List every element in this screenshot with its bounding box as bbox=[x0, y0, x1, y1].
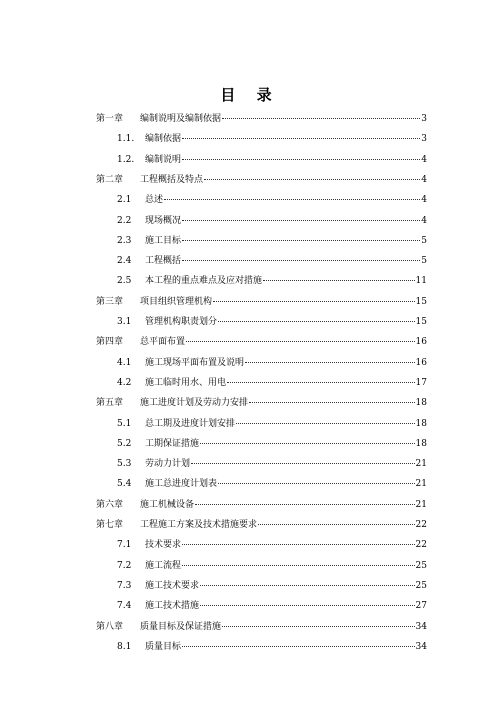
entry-number: 第七章 bbox=[96, 520, 124, 530]
entry-label: 施工临时用水、用电 bbox=[145, 377, 227, 388]
entry-number: 第八章 bbox=[96, 621, 124, 632]
entry-label: 施工技术要求 bbox=[145, 580, 200, 591]
toc-section-entry[interactable] bbox=[117, 596, 427, 616]
entry-page-number: 22 bbox=[415, 520, 427, 530]
dot-leader bbox=[213, 301, 415, 302]
dot-leader bbox=[263, 280, 415, 281]
entry-label: 质量目标及保证措施 bbox=[140, 621, 222, 632]
entry-page-number: 17 bbox=[415, 377, 427, 388]
dot-leader bbox=[186, 341, 415, 342]
dot-leader bbox=[200, 443, 415, 444]
entry-page-number: 18 bbox=[415, 418, 427, 429]
entry-page-number: 34 bbox=[415, 621, 427, 632]
toc-section-entry[interactable] bbox=[117, 312, 427, 332]
entry-number: 4.2 bbox=[117, 377, 132, 388]
entry-page-number: 3 bbox=[421, 134, 427, 145]
dot-leader bbox=[222, 626, 415, 627]
toc-section-entry[interactable] bbox=[117, 271, 427, 291]
entry-label: 本工程的重点难点及应对措施 bbox=[145, 276, 263, 287]
entry-number: 5.1 bbox=[117, 418, 132, 429]
entry-number: 3.1 bbox=[117, 317, 132, 327]
entry-label: 技术要求 bbox=[145, 540, 182, 551]
entry-label: 施工流程 bbox=[145, 560, 182, 571]
entry-number: 第四章 bbox=[96, 337, 124, 348]
entry-number: 第六章 bbox=[96, 499, 124, 510]
entry-label: 编制依据 bbox=[145, 134, 182, 145]
entry-number: 第三章 bbox=[96, 296, 124, 307]
entry-page-number: 22 bbox=[415, 540, 427, 551]
dot-leader bbox=[245, 362, 415, 363]
entry-page-number: 4 bbox=[421, 215, 427, 226]
entry-page-number: 3 bbox=[421, 114, 427, 124]
entry-number: 2.1 bbox=[117, 195, 132, 206]
entry-page-number: 27 bbox=[415, 601, 427, 612]
dot-leader bbox=[200, 585, 415, 586]
entry-number: 第五章 bbox=[96, 398, 124, 409]
entry-number: 第一章 bbox=[96, 114, 124, 124]
entry-number: 2.3 bbox=[117, 235, 132, 246]
entry-number: 7.2 bbox=[117, 560, 132, 571]
toc-section-entry[interactable] bbox=[117, 556, 427, 576]
entry-page-number: 25 bbox=[415, 560, 427, 571]
dot-leader bbox=[236, 423, 415, 424]
entry-label: 施工目标 bbox=[145, 235, 182, 246]
toc-chapter-entry[interactable] bbox=[96, 495, 427, 515]
entry-number: 第二章 bbox=[96, 174, 124, 185]
entry-page-number: 18 bbox=[415, 438, 427, 449]
dot-leader bbox=[182, 646, 415, 647]
entry-number: 1.1. bbox=[117, 134, 135, 145]
entry-label: 编制说明 bbox=[145, 154, 182, 165]
entry-label: 施工技术措施 bbox=[145, 601, 200, 612]
entry-page-number: 4 bbox=[421, 195, 427, 206]
dot-leader bbox=[182, 544, 415, 545]
entry-number: 2.4 bbox=[117, 256, 132, 267]
entry-number: 5.3 bbox=[117, 459, 132, 470]
entry-label: 项目组织管理机构 bbox=[140, 296, 213, 307]
entry-number: 4.1 bbox=[117, 357, 132, 368]
toc-section-entry[interactable] bbox=[117, 373, 427, 393]
toc-chapter-entry[interactable] bbox=[96, 617, 427, 637]
dot-leader bbox=[182, 159, 420, 160]
dot-leader bbox=[164, 199, 420, 200]
entry-page-number: 11 bbox=[415, 276, 427, 287]
toc-section-entry[interactable] bbox=[117, 414, 427, 434]
entry-page-number: 15 bbox=[415, 296, 427, 307]
dot-leader bbox=[182, 240, 420, 241]
dot-leader bbox=[249, 402, 415, 403]
entry-number: 7.1 bbox=[117, 540, 132, 551]
entry-number: 8.1 bbox=[117, 641, 132, 652]
entry-label: 工程施工方案及技术措施要求 bbox=[140, 520, 258, 530]
toc-section-entry[interactable] bbox=[117, 211, 427, 231]
entry-label: 工程概括及特点 bbox=[140, 174, 204, 185]
toc-section-entry[interactable] bbox=[117, 576, 427, 596]
entry-number: 5.4 bbox=[117, 479, 132, 490]
entry-number: 5.2 bbox=[117, 438, 132, 449]
entry-label: 工期保证措施 bbox=[145, 438, 200, 449]
toc-chapter-entry[interactable] bbox=[96, 292, 427, 312]
entry-number: 2.5 bbox=[117, 276, 132, 287]
dot-leader bbox=[182, 138, 420, 139]
toc-chapter-entry[interactable] bbox=[96, 170, 427, 190]
entry-number: 7.4 bbox=[117, 601, 132, 612]
entry-page-number: 21 bbox=[415, 499, 427, 510]
entry-page-number: 4 bbox=[421, 154, 427, 165]
entry-page-number: 18 bbox=[415, 398, 427, 409]
toc-chapter-entry[interactable] bbox=[96, 332, 427, 352]
entry-label: 编制说明及编制依据 bbox=[140, 114, 222, 124]
entry-page-number: 5 bbox=[421, 256, 427, 267]
entry-page-number: 16 bbox=[415, 337, 427, 348]
entry-label: 总工期及进度计划安排 bbox=[145, 418, 236, 429]
toc-section-entry[interactable] bbox=[117, 353, 427, 373]
dot-leader bbox=[222, 118, 420, 119]
dot-leader bbox=[182, 220, 420, 221]
dot-leader bbox=[258, 524, 415, 525]
toc-section-entry[interactable] bbox=[117, 434, 427, 454]
dot-leader bbox=[204, 179, 420, 180]
toc-chapter-entry[interactable] bbox=[96, 393, 427, 413]
toc-section-entry[interactable] bbox=[117, 454, 427, 474]
entry-page-number: 21 bbox=[415, 479, 427, 490]
dot-leader bbox=[182, 260, 420, 261]
entry-label: 总平面布置 bbox=[140, 337, 186, 348]
dot-leader bbox=[182, 565, 415, 566]
entry-label: 劳动力计划 bbox=[145, 459, 191, 470]
entry-label: 施工进度计划及劳动力安排 bbox=[140, 398, 249, 409]
toc-section-entry[interactable] bbox=[117, 129, 427, 149]
toc-section-entry[interactable] bbox=[117, 251, 427, 271]
dot-leader bbox=[191, 463, 415, 464]
entry-page-number: 5 bbox=[421, 235, 427, 246]
entry-label: 管理机构职责划分 bbox=[145, 317, 218, 327]
toc-section-entry[interactable] bbox=[117, 637, 427, 657]
toc-section-entry[interactable] bbox=[117, 535, 427, 555]
entry-label: 工程概括 bbox=[145, 256, 182, 267]
toc-section-entry[interactable] bbox=[117, 150, 427, 170]
dot-leader bbox=[200, 605, 415, 606]
toc-section-entry[interactable] bbox=[117, 474, 427, 494]
entry-page-number: 15 bbox=[415, 317, 427, 327]
entry-page-number: 16 bbox=[415, 357, 427, 368]
toc-section-entry[interactable] bbox=[117, 231, 427, 251]
entry-label: 施工总进度计划表 bbox=[145, 479, 218, 490]
toc-chapter-entry[interactable] bbox=[96, 109, 427, 129]
entry-page-number: 25 bbox=[415, 580, 427, 591]
entry-number: 1.2. bbox=[117, 154, 135, 165]
entry-label: 现场概况 bbox=[145, 215, 182, 226]
toc-chapter-entry[interactable] bbox=[96, 515, 427, 535]
entry-number: 7.3 bbox=[117, 580, 132, 591]
toc-section-entry[interactable] bbox=[117, 190, 427, 210]
entry-page-number: 34 bbox=[415, 641, 427, 652]
dot-leader bbox=[218, 321, 415, 322]
entry-label: 质量目标 bbox=[145, 641, 182, 652]
dot-leader bbox=[195, 504, 415, 505]
entry-label: 施工现场平面布置及说明 bbox=[145, 357, 245, 368]
entry-label: 总述 bbox=[145, 195, 164, 206]
dot-leader bbox=[218, 483, 415, 484]
entry-number: 2.2 bbox=[117, 215, 132, 226]
dot-leader bbox=[227, 382, 415, 383]
toc-title: 目 录 bbox=[220, 86, 280, 104]
entry-page-number: 4 bbox=[421, 174, 427, 185]
entry-label: 施工机械设备 bbox=[140, 499, 195, 510]
entry-page-number: 21 bbox=[415, 459, 427, 470]
